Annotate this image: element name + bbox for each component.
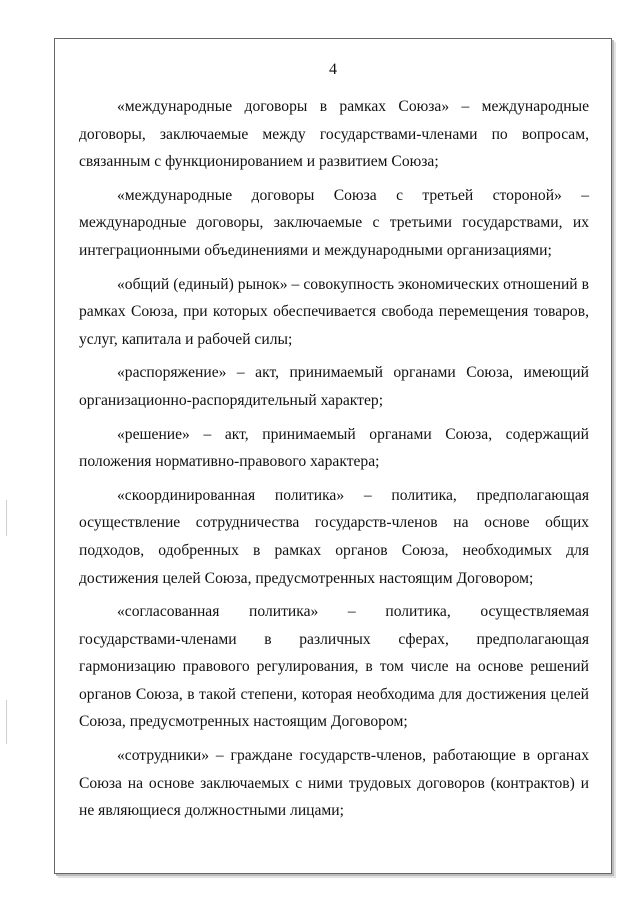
document-page: [54, 38, 612, 874]
definition-paragraph: «согласованная политика» – политика, осуществляемая государствами-членами в различных сферах, предполагающая гармонизацию правового регулирования, в том числе на основе решений органов Союза, в такой степени, которая необходима для достижения целей Союза, предусмотренных настоящим Договором;: [79, 603, 589, 731]
definition-paragraph: «международные договоры в рамках Союза» – международные договоры, заключаемые между государствами-членами по вопросам, связанным с функционированием и развитием Союза;: [79, 98, 589, 171]
page-number: 4: [329, 61, 337, 78]
definition-paragraph: «сотрудники» – граждане государств-членов, работающие в органах Союза на основе заключаемых с ними трудовых договоров (контрактов) и не являющиеся должностными лицами;: [79, 747, 589, 820]
definition-paragraph: «решение» – акт, принимаемый органами Союза, содержащий положения нормативно-правового характера;: [79, 425, 589, 471]
scan-margin-mark: [6, 700, 7, 744]
definition-paragraph: «международные договоры Союза с третьей стороной» – международные договоры, заключаемые с третьими государствами, их интеграционными объединениями и международными организациями;: [79, 186, 589, 259]
scan-margin-mark: [6, 500, 7, 536]
definition-paragraph: «общий (единый) рынок» – совокупность экономических отношений в рамках Союза, при которых обеспечивается свобода перемещения товаров, услуг, капитала и рабочей силы;: [79, 275, 589, 348]
definition-paragraph: «распоряжение» – акт, принимаемый органами Союза, имеющий организационно-распорядительный характер;: [79, 364, 589, 409]
definition-paragraph: «скоординированная политика» – политика, предполагающая осуществление сотрудничества государств-членов на основе общих подходов, одобренных в рамках органов Союза, необходимых для достижения целей Союза, предусмотренных настоящим Договором;: [79, 486, 589, 587]
document-body: [79, 93, 589, 831]
